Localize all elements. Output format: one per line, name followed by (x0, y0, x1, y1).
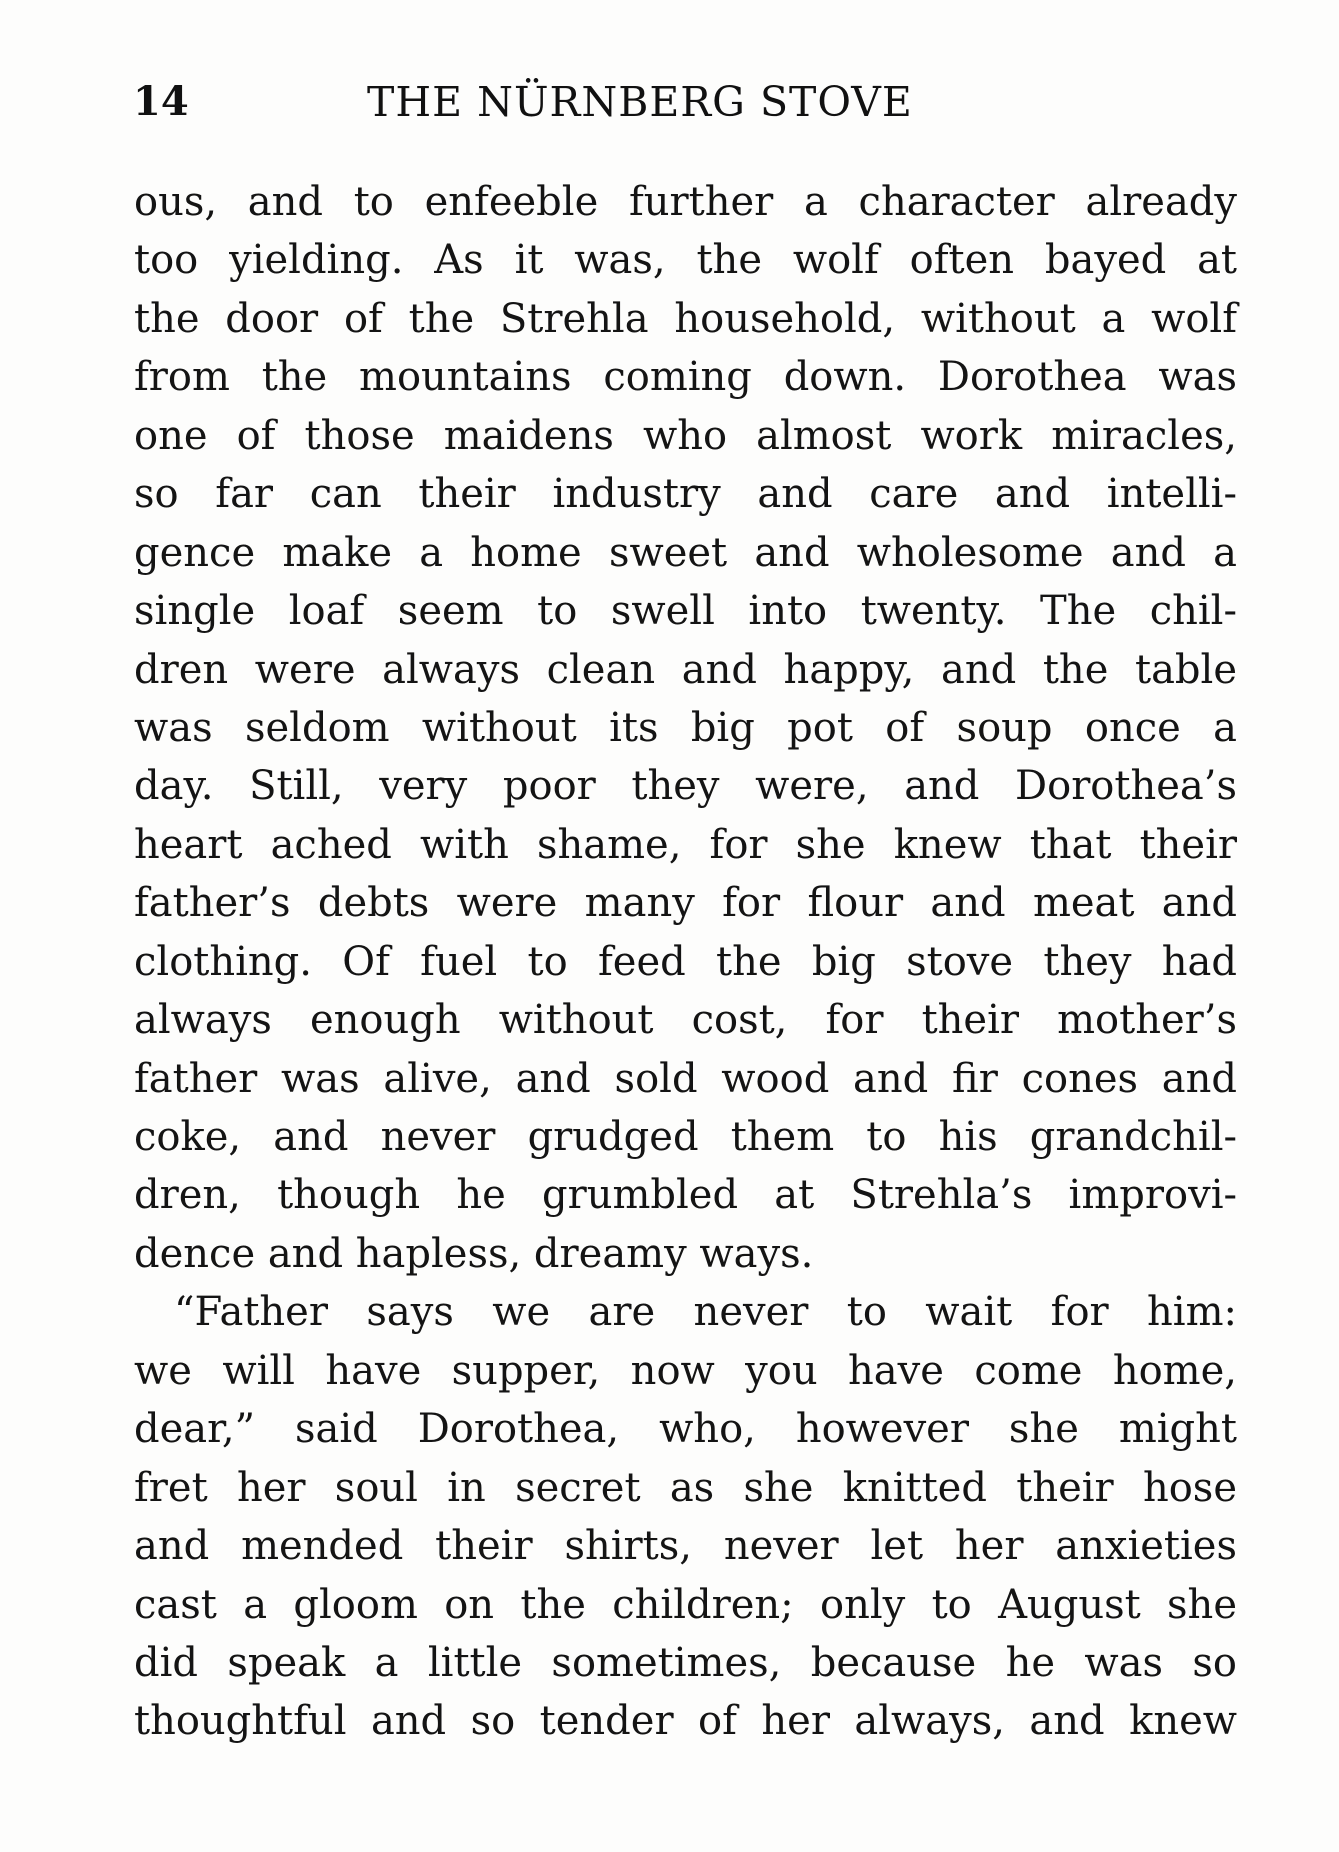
text-line: always enough without cost, for their mother’s (134, 997, 1237, 1044)
text-line: clothing. Of fuel to feed the big stove they had (134, 938, 1237, 985)
paragraph-end-line: dence and hapless, dreamy ways. (134, 1230, 814, 1277)
text-line: day. Still, very poor they were, and Dorothea’s (134, 763, 1237, 810)
text-line: was seldom without its big pot of soup once a (134, 704, 1237, 751)
text-line: so far can their industry and care and intelli- (134, 471, 1237, 518)
text-line: fret her soul in secret as she knitted their hose (134, 1464, 1237, 1511)
text-line: one of those maidens who almost work miracles, (134, 412, 1237, 459)
text-line: cast a gloom on the children; only to August she (134, 1581, 1237, 1628)
text-line: too yielding. As it was, the wolf often bayed at (134, 237, 1237, 284)
text-line: thoughtful and so tender of her always, and knew (134, 1698, 1237, 1745)
text-line: dren were always clean and happy, and the table (134, 646, 1237, 693)
book-title: THE NÜRNBERG STOVE (367, 78, 913, 126)
text-line: ous, and to enfeeble further a character already (134, 179, 1237, 225)
text-line: coke, and never grudged them to his grandchil- (134, 1114, 1237, 1160)
text-line: dear,” said Dorothea, who, however she might (134, 1406, 1237, 1453)
paragraph-start-line: “Father says we are never to wait for him: (174, 1289, 1237, 1336)
text-line: from the mountains coming down. Dorothea was (134, 354, 1237, 401)
text-line: and mended their shirts, never let her anxieties (134, 1523, 1237, 1570)
text-line: father’s debts were many for flour and meat and (134, 880, 1237, 927)
page-number: 14 (133, 78, 189, 125)
text-line: father was alive, and sold wood and fir cones and (134, 1055, 1237, 1102)
body-text (134, 173, 1237, 1751)
running-head (133, 72, 1236, 132)
text-line: single loaf seem to swell into twenty. The chil- (134, 588, 1237, 635)
text-line: we will have supper, now you have come home, (134, 1347, 1237, 1394)
text-line: did speak a little sometimes, because he was so (134, 1639, 1237, 1686)
text-line: dren, though he grumbled at Strehla’s improvi- (134, 1172, 1237, 1219)
text-line: the door of the Strehla household, without a wolf (134, 295, 1237, 342)
text-line: heart ached with shame, for she knew that their (134, 821, 1237, 868)
text-line: gence make a home sweet and wholesome and a (134, 529, 1237, 576)
